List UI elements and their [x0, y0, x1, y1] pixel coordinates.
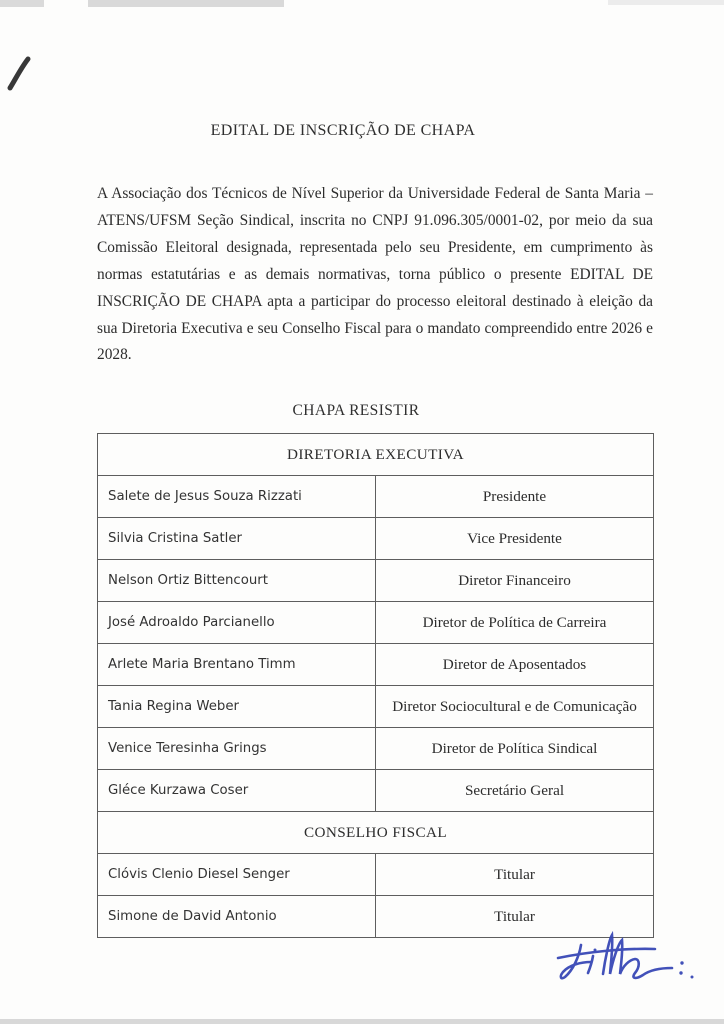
- member-role: Diretor de Política de Carreira: [376, 602, 654, 644]
- member-role: Presidente: [376, 476, 654, 518]
- member-name: Salete de Jesus Souza Rizzati: [98, 476, 376, 518]
- scan-edge-artifact: [88, 0, 284, 7]
- member-role: Secretário Geral: [376, 770, 654, 812]
- scan-edge-artifact: [608, 0, 724, 5]
- member-role: Titular: [376, 854, 654, 896]
- scan-edge-artifact: [0, 1019, 724, 1024]
- member-role: Diretor de Aposentados: [376, 644, 654, 686]
- member-role: Diretor Sociocultural e de Comunicação: [376, 686, 654, 728]
- member-name: Clóvis Clenio Diesel Senger: [98, 854, 376, 896]
- section-header-row: [98, 812, 654, 854]
- document-paragraph: A Associação dos Técnicos de Nível Superior da Universidade Federal de Santa Maria – ATENS/UFSM Seção Sindical, inscrita no CNPJ 91.096.305/0001-02, por meio da sua Comissão Eleitoral designada, representada pelo seu Presidente, em cumprimento às normas estatutárias e as demais normativas, torna público o presente EDITAL DE INSCRIÇÃO DE CHAPA apta a participar do processo eleitoral destinado à eleição da sua Diretoria Executiva e seu Conselho Fiscal para o mandato compreendido entre 2026 e 2028.: [97, 185, 653, 364]
- scan-edge-artifact: [0, 0, 44, 7]
- document-title: EDITAL DE INSCRIÇÃO DE CHAPA: [210, 122, 476, 139]
- member-role: Titular: [376, 896, 654, 938]
- member-name: Nelson Ortiz Bittencourt: [98, 560, 376, 602]
- section-header: DIRETORIA EXECUTIVA: [98, 434, 654, 476]
- table-row: [98, 644, 654, 686]
- table-row: [98, 560, 654, 602]
- signature-icon: [542, 922, 722, 997]
- slate-heading: CHAPA RESISTIR: [292, 402, 420, 419]
- section-header-row: [98, 434, 654, 476]
- table-row: [98, 686, 654, 728]
- member-name: Gléce Kurzawa Coser: [98, 770, 376, 812]
- member-name: Simone de David Antonio: [98, 896, 376, 938]
- member-name: Tania Regina Weber: [98, 686, 376, 728]
- table-row: [98, 518, 654, 560]
- table-row: [98, 770, 654, 812]
- member-role: Diretor Financeiro: [376, 560, 654, 602]
- table-row: [98, 602, 654, 644]
- section-header: CONSELHO FISCAL: [98, 812, 654, 854]
- table-row: [98, 728, 654, 770]
- member-name: José Adroaldo Parcianello: [98, 602, 376, 644]
- member-name: Arlete Maria Brentano Timm: [98, 644, 376, 686]
- member-name: Venice Teresinha Grings: [98, 728, 376, 770]
- table-row: [98, 476, 654, 518]
- member-name: Silvia Cristina Satler: [98, 518, 376, 560]
- pen-mark-icon: [7, 56, 33, 92]
- member-role: Vice Presidente: [376, 518, 654, 560]
- table-row: [98, 854, 654, 896]
- roster-table: [97, 433, 654, 938]
- member-role: Diretor de Política Sindical: [376, 728, 654, 770]
